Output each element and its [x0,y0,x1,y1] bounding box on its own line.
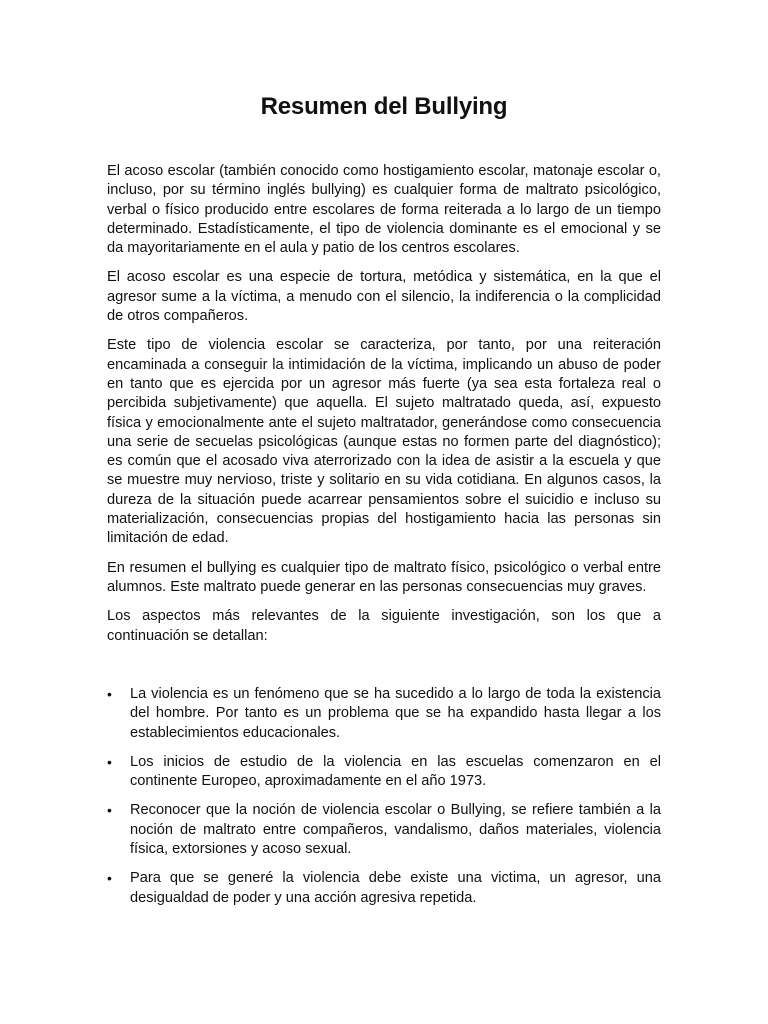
list-item [107,753,661,792]
list-item-text: Para que se generé la violencia debe existe una victima, un agresor, una desigualdad de poder y una acción agresiva repetida. [130,870,661,906]
paragraph-3: Este tipo de violencia escolar se caracteriza, por tanto, por una reiteración encaminada a conseguir la intimidación de la víctima, implicando un abuso de poder en tanto que es ejercida por un agresor más fuerte (ya sea esta fortaleza real o percibida subjetivamente) que aquella. El sujeto maltratado queda, así, expuesto física y emocionalmente ante el sujeto maltratador, generándose como consecuencia una serie de secuelas psicológicas (aunque estas no formen parte del diagnóstico); es común que el acosado viva aterrorizado con la idea de asistir a la escuela y que se muestre muy nervioso, triste y solitario en su vida cotidiana. En algunos casos, la dureza de la situación puede acarrear pensamientos sobre el suicidio e incluso su materialización, consecuencias propias del hostigamiento hacia las personas sin limitación de edad. [107,337,661,547]
list-item-text: La violencia es un fenómeno que se ha sucedido a lo largo de toda la existencia del hombre. Por tanto es un problema que se ha expandido hasta llegar a los establecimientos educacionales. [130,686,661,741]
list-item [107,801,661,859]
bullet-icon: • [107,753,112,770]
bullet-icon: • [107,870,112,887]
bullet-list [107,685,661,918]
document-title: Resumen del Bullying [260,93,508,120]
list-item [107,685,661,743]
paragraph-2: El acoso escolar es una especie de tortura, metódica y sistemática, en la que el agresor sume a la víctima, a menudo con el silencio, la indiferencia o la complicidad de otros compañeros. [107,269,661,325]
list-item [107,869,661,908]
paragraph-4: En resumen el bullying es cualquier tipo de maltrato físico, psicológico o verbal entre alumnos. Este maltrato puede generar en las personas consecuencias muy graves. [107,559,661,595]
paragraph-1: El acoso escolar (también conocido como hostigamiento escolar, matonaje escolar o, incluso, por su término inglés bullying) es cualquier forma de maltrato psicológico, verbal o físico producido entre escolares de forma reiterada a lo largo de un tiempo determinado. Estadísticamente, el tipo de violencia dominante es el emocional y se da mayoritariamente en el aula y patio de los centros escolares. [107,163,661,257]
list-item-text: Los inicios de estudio de la violencia en las escuelas comenzaron en el continente Europeo, aproximadamente en el año 1973. [130,753,661,790]
paragraph-5: Los aspectos más relevantes de la siguiente investigación, son los que a continuación se detallan: [107,608,661,644]
list-item-text: Reconocer que la noción de violencia escolar o Bullying, se refiere también a la noción de maltrato entre compañeros, vandalismo, daños materiales, violencia física, extorsiones y acoso sexual. [130,802,661,858]
bullet-icon: • [107,802,112,819]
bullet-icon: • [107,686,112,702]
document-body [107,162,661,656]
